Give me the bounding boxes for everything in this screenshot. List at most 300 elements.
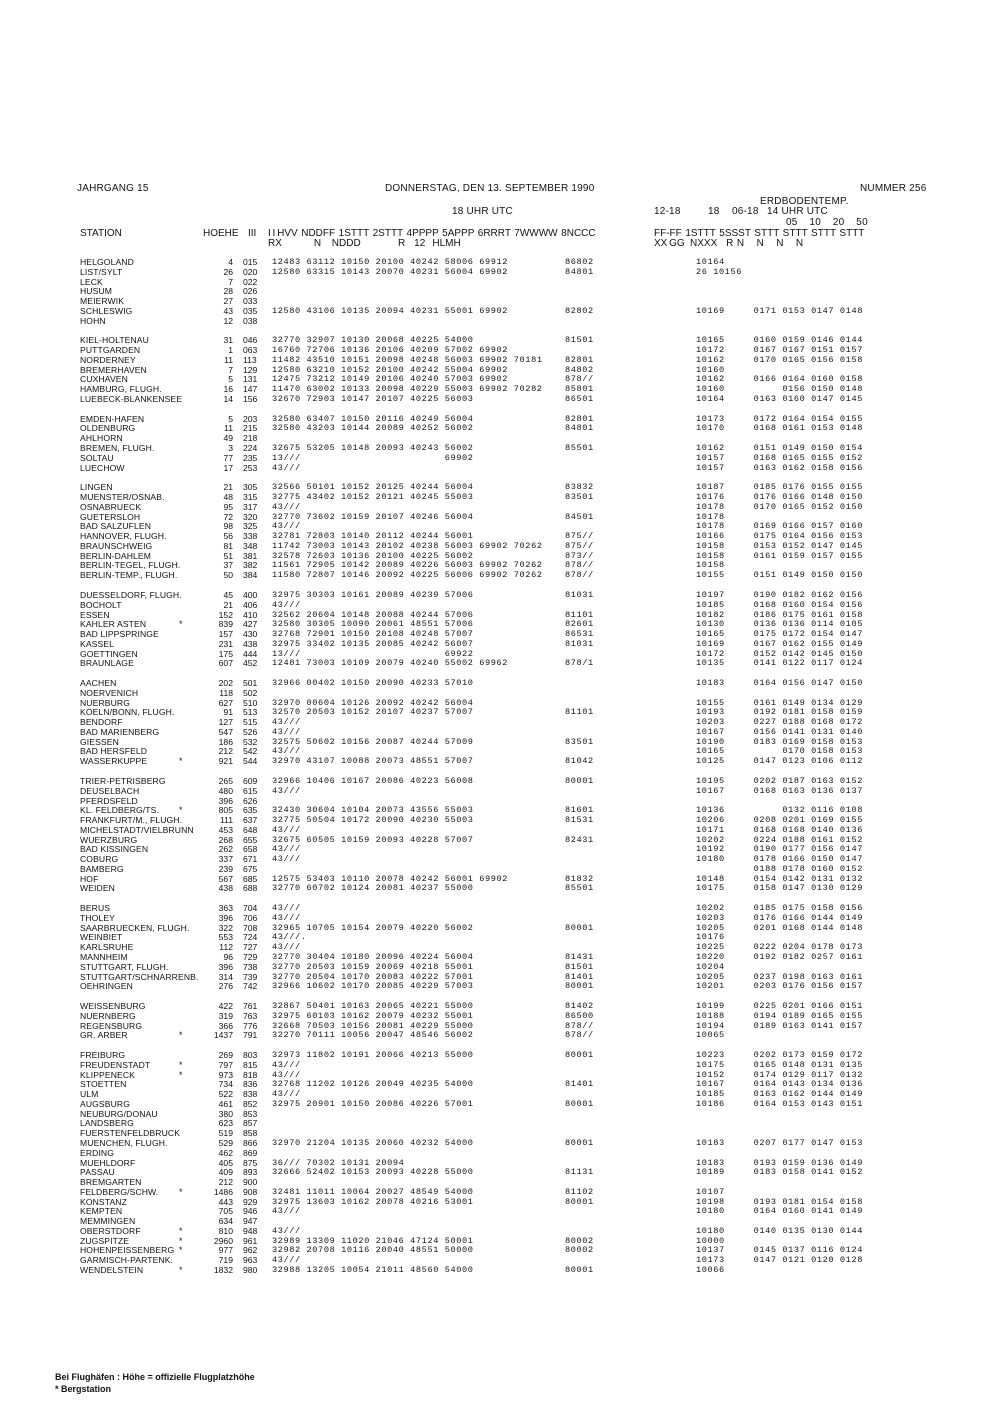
station-height: 522 xyxy=(218,1089,233,1100)
extra-groups: 10158 xyxy=(696,560,725,571)
period-06-18: 06-18 xyxy=(732,206,759,217)
station-index: 532 xyxy=(243,736,258,747)
synop-groups: 43/// xyxy=(272,785,301,796)
synop-groups: 43/// xyxy=(272,1255,301,1266)
station-index: 791 xyxy=(243,1030,258,1041)
station-name: MUENSTER/OSNAB. xyxy=(80,492,165,503)
synop-groups: 43/// xyxy=(272,717,301,728)
synop-groups: 16760 72706 10136 20106 40209 57002 69902 xyxy=(272,345,509,356)
synop-groups: 12580 63210 10152 20100 40242 55004 69902 xyxy=(272,364,509,375)
cloud-group: 80001 xyxy=(565,981,594,992)
station-index: 738 xyxy=(243,961,258,972)
cloud-group: 875// xyxy=(565,531,594,542)
cloud-group: 81431 xyxy=(565,952,594,962)
station-height: 322 xyxy=(218,922,233,933)
station-index: 305 xyxy=(243,482,258,493)
station-height: 16 xyxy=(223,384,233,395)
station-index: 381 xyxy=(243,550,258,561)
station-height: 77 xyxy=(223,452,233,463)
station-height: 5 xyxy=(228,374,233,385)
station-row xyxy=(0,464,1000,474)
cloud-group: 85501 xyxy=(565,443,594,454)
station-height: 21 xyxy=(223,482,233,493)
station-name: OLDENBURG xyxy=(80,423,136,434)
station-index: 129 xyxy=(243,364,258,375)
station-name: LUECHOW xyxy=(80,462,125,473)
extra-groups: 10155 0151 0149 0150 0150 xyxy=(696,570,863,581)
synop-groups: 32982 20708 10116 20040 48551 50000 xyxy=(272,1245,474,1256)
station-height: 627 xyxy=(218,697,233,708)
mountain-station-marker: * xyxy=(179,619,183,630)
station-name: BRAUNLAGE xyxy=(80,658,134,669)
mountain-station-marker: * xyxy=(179,1186,183,1197)
extra-groups: 10203 0227 0188 0168 0172 xyxy=(696,717,863,728)
synop-groups: 11580 72807 10146 20092 40225 56006 69902 70262 xyxy=(272,570,543,581)
station-row xyxy=(0,1139,1000,1149)
station-height: 37 xyxy=(223,560,233,571)
synop-groups: 32562 20604 10148 20088 40244 57006 xyxy=(272,609,474,620)
station-name: GIESSEN xyxy=(80,736,119,747)
station-index: 626 xyxy=(243,795,258,806)
station-index: 444 xyxy=(243,648,258,659)
station-height: 202 xyxy=(218,678,233,689)
station-index: 761 xyxy=(243,1001,258,1012)
cloud-group: 85501 xyxy=(565,883,594,894)
station-index: 063 xyxy=(243,345,258,356)
station-index: 515 xyxy=(243,717,258,728)
station-height: 152 xyxy=(218,609,233,620)
station-name: NEUBURG/DONAU xyxy=(80,1108,158,1119)
station-index: 853 xyxy=(243,1108,258,1119)
station-name: KIEL-HOLTENAU xyxy=(80,335,149,346)
extra-groups: 10178 xyxy=(696,511,725,522)
station-height: 127 xyxy=(218,717,233,728)
cloud-group: 81131 xyxy=(565,1167,594,1178)
station-index: 875 xyxy=(243,1157,258,1168)
code-groups-subheader: RX N NDDD R 12 HLMH xyxy=(268,238,461,249)
station-index: 739 xyxy=(243,971,258,982)
station-name: BREMERHAVEN xyxy=(80,364,147,375)
synop-groups: 11470 63002 10133 20098 40229 55003 69902 70282 xyxy=(272,384,543,395)
extra-groups: 10223 0202 0173 0159 0172 xyxy=(696,1050,863,1061)
extra-groups: 10205 0201 0168 0144 0148 xyxy=(696,922,863,933)
mountain-station-marker: * xyxy=(179,1059,183,1070)
cloud-group: 80002 xyxy=(565,1245,594,1256)
extra-groups: 10172 0152 0142 0145 0150 xyxy=(696,648,863,659)
station-index: 961 xyxy=(243,1235,258,1246)
extra-groups: 10152 0174 0129 0117 0132 xyxy=(696,1069,863,1080)
cloud-group: 878// xyxy=(565,560,594,571)
extra-groups: 10160 0156 0150 0148 xyxy=(696,384,863,395)
mountain-station-marker: * xyxy=(179,1030,183,1041)
extra-groups: 10166 0175 0164 0156 0153 xyxy=(696,531,863,542)
extra-groups: 10172 0167 0167 0151 0157 xyxy=(696,345,863,356)
station-name: LECK xyxy=(80,276,103,287)
period-12-18: 12-18 xyxy=(654,206,681,217)
station-row xyxy=(0,1256,1000,1266)
station-name: ZUGSPITZE xyxy=(80,1235,130,1246)
synop-groups: 36/// 70302 10131 20094 xyxy=(272,1157,405,1168)
extra-groups: 10173 0147 0121 0120 0128 xyxy=(696,1255,863,1266)
cloud-group: 81501 xyxy=(565,335,594,346)
station-row xyxy=(0,1207,1000,1217)
period-18: 18 xyxy=(708,206,720,217)
synop-groups: 32966 10406 10167 20086 40223 56008 xyxy=(272,775,474,786)
cloud-group: 82431 xyxy=(565,834,594,845)
station-height: 396 xyxy=(218,912,233,923)
synop-groups: 13/// 69922 xyxy=(272,648,474,659)
station-index: 348 xyxy=(243,540,258,551)
extra-groups: 0188 0178 0160 0152 xyxy=(696,863,863,874)
station-height: 269 xyxy=(218,1050,233,1061)
synop-groups: 43/// xyxy=(272,1069,301,1080)
station-index: 685 xyxy=(243,873,258,884)
extra-groups: 10169 0167 0162 0155 0149 xyxy=(696,638,863,649)
station-name: HANNOVER, FLUGH. xyxy=(80,531,167,542)
station-name: BENDORF xyxy=(80,717,123,728)
synop-groups: 32775 50504 10172 20090 40230 55003 xyxy=(272,815,474,826)
synop-groups: 12580 63315 10143 20070 40231 56004 69902 xyxy=(272,266,509,277)
station-height: 1486 xyxy=(213,1186,233,1197)
synop-groups: 32768 11202 10126 20049 40235 54000 xyxy=(272,1079,474,1090)
station-height: 12 xyxy=(223,315,233,326)
station-index: 866 xyxy=(243,1138,258,1149)
station-name: BREMEN, FLUGH. xyxy=(80,443,155,454)
synop-groups: 32973 11802 10191 20066 40213 55000 xyxy=(272,1050,474,1061)
extra-groups: 10165 0170 0158 0153 xyxy=(696,746,863,757)
station-height: 11 xyxy=(224,423,233,434)
cloud-group: 878// xyxy=(565,1020,594,1031)
station-name: BAMBERG xyxy=(80,863,124,874)
extra-groups: 10186 0164 0153 0143 0151 xyxy=(696,1098,863,1109)
station-height: 839 xyxy=(218,619,233,630)
height-column-header: HOEHE xyxy=(203,228,239,239)
station-height: 380 xyxy=(218,1108,233,1119)
extra-groups: 10160 xyxy=(696,364,725,375)
extra-groups: 10158 0153 0152 0147 0145 xyxy=(696,540,863,551)
station-index: 253 xyxy=(243,462,258,473)
station-height: 72 xyxy=(223,511,233,522)
cloud-group: 81501 xyxy=(565,961,594,972)
cloud-group: 878// xyxy=(565,1030,594,1041)
station-height: 396 xyxy=(218,795,233,806)
station-height: 27 xyxy=(223,296,233,307)
station-row xyxy=(0,884,1000,894)
cloud-group: 84501 xyxy=(565,511,594,522)
station-index: 156 xyxy=(243,393,258,404)
extra-groups: 10158 0161 0159 0157 0155 xyxy=(696,550,863,561)
station-index: 384 xyxy=(243,570,258,581)
station-index: 729 xyxy=(243,952,258,962)
extra-groups: 10170 0168 0161 0153 0148 xyxy=(696,423,863,434)
extra-groups: 10183 0207 0177 0147 0153 xyxy=(696,1138,863,1149)
station-name: BOCHOLT xyxy=(80,599,122,610)
station-name: LANDSBERG xyxy=(80,1118,134,1129)
synop-groups: 32666 52402 10153 20093 40228 55000 xyxy=(272,1167,474,1178)
extra-groups: 10183 0164 0156 0147 0150 xyxy=(696,678,863,689)
extra-groups: 10135 0141 0122 0117 0124 xyxy=(696,658,863,669)
synop-groups: 32675 60505 10159 20093 40228 57007 xyxy=(272,834,474,845)
footnote-mountain-station: * Bergstation xyxy=(55,1384,112,1394)
extra-groups: 10176 0176 0166 0148 0150 xyxy=(696,492,863,503)
cloud-group: 81401 xyxy=(565,971,594,982)
station-name: EMDEN-HAFEN xyxy=(80,413,145,424)
station-name: FELDBERG/SCHW. xyxy=(80,1186,159,1197)
station-height: 1832 xyxy=(213,1264,233,1275)
synop-groups: 12481 73003 10109 20079 40240 55002 69962 xyxy=(272,658,509,669)
station-height: 212 xyxy=(218,746,233,757)
station-name: CUXHAVEN xyxy=(80,374,128,385)
synop-groups: 43/// xyxy=(272,942,301,953)
synop-groups: 32570 20503 10152 20107 40237 57007 xyxy=(272,707,474,718)
station-index: 727 xyxy=(243,942,258,953)
station-index: 980 xyxy=(243,1264,258,1275)
cloud-group: 82801 xyxy=(565,354,594,365)
station-name: NUERBURG xyxy=(80,697,130,708)
extra-groups: 10180 0140 0135 0130 0144 xyxy=(696,1225,863,1236)
station-index: 742 xyxy=(243,981,258,992)
station-height: 262 xyxy=(218,844,233,855)
station-name: KAHLER ASTEN xyxy=(80,619,147,630)
station-index: 763 xyxy=(243,1010,258,1021)
extra-groups: 10165 0160 0159 0146 0144 xyxy=(696,335,863,346)
synop-groups: 32867 50401 10163 20065 40221 55000 xyxy=(272,1001,474,1012)
station-name: WASSERKUPPE xyxy=(80,756,148,767)
station-name: MEIERWIK xyxy=(80,296,125,307)
synop-groups: 32430 30604 10104 20073 43556 55003 xyxy=(272,805,474,816)
cloud-group: 80001 xyxy=(565,1138,594,1149)
station-index: 655 xyxy=(243,834,258,845)
cloud-group: 84801 xyxy=(565,266,594,277)
station-height: 21 xyxy=(223,599,233,610)
extra-groups: 10187 0185 0176 0155 0155 xyxy=(696,482,863,493)
extra-groups: 10199 0225 0201 0166 0151 xyxy=(696,1001,863,1012)
station-height: 96 xyxy=(223,952,233,962)
cloud-group: 86500 xyxy=(565,1010,594,1021)
station-name: LINGEN xyxy=(80,482,113,493)
station-name: MUENCHEN, FLUGH. xyxy=(80,1138,168,1149)
station-height: 17 xyxy=(223,462,233,473)
synop-groups: 32965 10705 10154 20079 40220 56002 xyxy=(272,922,474,933)
station-list xyxy=(0,258,1000,1276)
station-index: 020 xyxy=(243,266,258,277)
station-height: 81 xyxy=(223,540,233,551)
station-height: 95 xyxy=(223,501,233,512)
mountain-station-marker: * xyxy=(179,1069,183,1080)
synop-groups: 32566 50101 10152 20125 40244 56004 xyxy=(272,482,474,493)
station-height: 91 xyxy=(223,707,233,718)
station-name: STUTTGART/SCHNARRENB. xyxy=(80,971,199,982)
extra-groups: 10202 0224 0188 0161 0152 xyxy=(696,834,863,845)
extra-groups: 10175 0158 0147 0130 0129 xyxy=(696,883,863,894)
synop-groups: 43/// xyxy=(272,1059,301,1070)
station-height: 921 xyxy=(218,756,233,767)
station-height: 319 xyxy=(218,1010,233,1021)
cloud-group: 873// xyxy=(565,550,594,561)
cloud-group: 80001 xyxy=(565,1196,594,1207)
station-row xyxy=(0,424,1000,434)
station-name: THOLEY xyxy=(80,912,115,923)
station-index: 452 xyxy=(243,658,258,669)
station-index: 317 xyxy=(243,501,258,512)
extra-groups: 10130 0136 0136 0114 0105 xyxy=(696,619,863,630)
synop-groups: 43///. xyxy=(272,932,307,943)
synop-groups: 43/// xyxy=(272,1225,301,1236)
station-height: 553 xyxy=(218,932,233,943)
station-index: 410 xyxy=(243,609,258,620)
station-height: 26 xyxy=(223,266,233,277)
station-height: 396 xyxy=(218,961,233,972)
station-row xyxy=(0,679,1000,689)
synop-groups: 32975 60103 10162 20079 40232 55001 xyxy=(272,1010,474,1021)
station-index: 203 xyxy=(243,413,258,424)
station-height: 719 xyxy=(218,1255,233,1266)
station-height: 1 xyxy=(228,345,233,356)
station-height: 98 xyxy=(223,521,233,532)
extra-groups: 10180 0178 0166 0150 0147 xyxy=(696,854,863,865)
synop-groups: 32670 72903 10147 20107 40225 56003 xyxy=(272,393,474,404)
station-name: GARMISCH-PARTENK. xyxy=(80,1255,174,1266)
synop-groups: 11482 43510 10151 20098 40248 56003 69902 70181 xyxy=(272,354,543,365)
cloud-group: 81531 xyxy=(565,815,594,826)
extra-groups: 10180 0164 0160 0141 0149 xyxy=(696,1206,863,1217)
station-height: 186 xyxy=(218,736,233,747)
synop-groups: 43/// xyxy=(272,912,301,923)
station-index: 615 xyxy=(243,785,258,796)
extra-groups: 10167 0156 0141 0131 0140 xyxy=(696,726,863,737)
station-name: HUSUM xyxy=(80,286,113,297)
synop-groups: 43/// xyxy=(272,599,301,610)
station-index: 315 xyxy=(243,492,258,503)
station-index: 948 xyxy=(243,1225,258,1236)
synop-groups: 32970 43107 10088 20073 48551 57007 xyxy=(272,756,474,767)
cloud-group: 81401 xyxy=(565,1079,594,1090)
synop-groups: 12475 73212 10149 20106 40240 57003 69902 xyxy=(272,374,509,385)
cloud-group: 81102 xyxy=(565,1186,594,1197)
station-height: 7 xyxy=(228,364,233,375)
extra-groups: 26 10156 xyxy=(696,266,743,277)
station-name: SOLTAU xyxy=(80,452,114,463)
extra-groups: 10065 xyxy=(696,1030,725,1041)
station-name: FUERSTENFELDBRUCK xyxy=(80,1128,181,1139)
station-index: 635 xyxy=(243,805,258,816)
station-index: 688 xyxy=(243,883,258,894)
station-index: 015 xyxy=(243,257,258,267)
issue-number: NUMMER 256 xyxy=(860,183,927,194)
station-index: 609 xyxy=(243,775,258,786)
extra-groups: 10167 0168 0163 0136 0137 xyxy=(696,785,863,796)
synop-groups: 32768 72901 10150 20108 40248 57007 xyxy=(272,629,474,640)
station-index: 857 xyxy=(243,1118,258,1129)
cloud-group: 82601 xyxy=(565,619,594,630)
extra-groups: 10165 0175 0172 0154 0147 xyxy=(696,629,863,640)
station-index: 022 xyxy=(243,276,258,287)
synop-groups: 43/// xyxy=(272,521,301,532)
extra-groups: 10192 0190 0177 0156 0147 xyxy=(696,844,863,855)
station-name: NORDERNEY xyxy=(80,354,136,365)
synop-groups: 32770 20504 10170 20083 40222 57001 xyxy=(272,971,474,982)
extra-groups: 10176 xyxy=(696,932,725,943)
station-name: AHLHORN xyxy=(80,433,123,444)
extra-groups: 10066 xyxy=(696,1264,725,1275)
station-height: 797 xyxy=(218,1059,233,1070)
station-height: 810 xyxy=(218,1225,233,1236)
synop-groups: 32770 73602 10159 20107 40246 56004 xyxy=(272,511,474,522)
station-height: 409 xyxy=(218,1167,233,1178)
cloud-group: 81402 xyxy=(565,1001,594,1012)
synop-groups: 32970 21204 10135 20060 40232 54000 xyxy=(272,1138,474,1149)
cloud-group: 80001 xyxy=(565,775,594,786)
station-row xyxy=(0,317,1000,327)
station-height: 265 xyxy=(218,775,233,786)
extra-groups: 10136 0132 0116 0108 xyxy=(696,805,863,816)
station-row xyxy=(0,1110,1000,1120)
mountain-station-marker: * xyxy=(179,1225,183,1236)
station-index: 038 xyxy=(243,315,258,326)
station-height: 623 xyxy=(218,1118,233,1129)
synop-groups: 32481 11011 10064 20027 48549 54000 xyxy=(272,1186,474,1197)
extra-groups: 10190 0183 0169 0158 0153 xyxy=(696,736,863,747)
station-height: 519 xyxy=(218,1128,233,1139)
station-row xyxy=(0,982,1000,992)
station-name: GR. ARBER xyxy=(80,1030,128,1041)
extra-groups: 10185 0168 0160 0154 0156 xyxy=(696,599,863,610)
station-name: DEUSELBACH xyxy=(80,785,140,796)
extra-groups: 10125 0147 0123 0106 0112 xyxy=(696,756,863,767)
station-index: 510 xyxy=(243,697,258,708)
station-name: LUEBECK-BLANKENSEE xyxy=(80,393,183,404)
station-height: 157 xyxy=(218,629,233,640)
station-name: FREUDENSTADT xyxy=(80,1059,151,1070)
station-name: OEHRINGEN xyxy=(80,981,133,992)
station-index: 900 xyxy=(243,1177,258,1188)
station-height: 2960 xyxy=(213,1235,233,1246)
station-row xyxy=(0,268,1000,278)
station-name: WEINBIET xyxy=(80,932,123,943)
extra-groups: 10169 0171 0153 0147 0148 xyxy=(696,305,863,316)
extra-groups: 10000 xyxy=(696,1235,725,1246)
station-index: 427 xyxy=(243,619,258,630)
station-row xyxy=(0,503,1000,513)
station-column-header: STATION xyxy=(80,228,122,239)
station-height: 111 xyxy=(219,815,233,826)
station-name: NOERVENICH xyxy=(80,687,139,698)
station-index: 648 xyxy=(243,824,258,835)
station-row xyxy=(0,287,1000,297)
extra-groups: 10225 0222 0204 0178 0173 xyxy=(696,942,863,953)
station-name: OBERSTDORF xyxy=(80,1225,141,1236)
station-height: 118 xyxy=(219,687,233,698)
station-row xyxy=(0,278,1000,288)
station-row xyxy=(0,924,1000,934)
footnote-airports: Bei Flughäfen : Höhe = offizielle Flugplatzhöhe xyxy=(55,1372,255,1382)
station-row xyxy=(0,571,1000,581)
synop-groups: 32770 32907 10130 20068 40225 54000 xyxy=(272,335,474,346)
station-height: 28 xyxy=(223,286,233,297)
extra-groups: 10155 0161 0149 0134 0129 xyxy=(696,697,863,708)
synop-groups: 32975 33402 10135 20085 40242 56007 xyxy=(272,638,474,649)
station-index: 946 xyxy=(243,1206,258,1217)
station-name: HOHENPEISSENBERG xyxy=(80,1245,175,1256)
station-height: 1437 xyxy=(213,1030,233,1041)
station-index: 637 xyxy=(243,815,258,826)
extra-groups: 10137 0145 0137 0116 0124 xyxy=(696,1245,863,1256)
station-height: 231 xyxy=(218,638,233,649)
cloud-group: 81101 xyxy=(565,707,594,718)
station-name: KARLSRUHE xyxy=(80,942,134,953)
station-name: KL. FELDBERG/TS. xyxy=(80,805,159,816)
station-row xyxy=(0,1227,1000,1237)
